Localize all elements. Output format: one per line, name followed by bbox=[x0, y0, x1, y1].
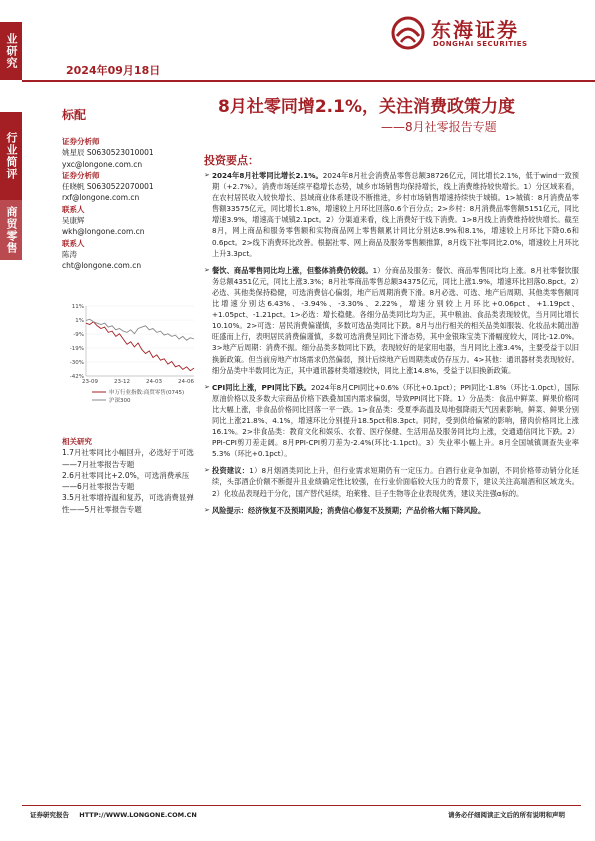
report-title: 8月社零同增2.1%，关注消费政策力度 bbox=[218, 97, 515, 117]
analyst-label: 联系人 bbox=[62, 204, 85, 214]
analyst-name: 吴康辉 bbox=[62, 216, 85, 226]
y-tick-label: -19% bbox=[69, 346, 84, 352]
main-content bbox=[204, 152, 579, 515]
series-line bbox=[86, 322, 194, 371]
key-point-paragraph bbox=[204, 170, 579, 259]
key-point-lead: 2024年8月社零同比增长2.1%。 bbox=[212, 171, 323, 180]
related-item[interactable]: 1.7月社零同比小幅回升，必选好于可选——7月社零报告专题 bbox=[62, 448, 194, 469]
legend-label: 沪深300 bbox=[109, 398, 131, 404]
header-divider bbox=[22, 80, 595, 82]
key-point-lead: 餐饮、商品零售同比均上涨，但整体消费仍较弱。 bbox=[212, 265, 373, 275]
key-point-text: 2024年8月社会消费品零售总额38726亿元，同比增长2.1%，低于wind一致预期（+2.7%）。消费市场延续平稳增长态势，城乡市场销售均保持增长，线上消费维持较快增长。1）分区域来看，在农村居民收入较快增长、县域商业体系建设不断推进，乡村市场销售增速持续快于城镇。1>城镇：8月消费品零售额33575亿元，同比增长1.8%，增速较上月环比回落0.6个百分点；2>乡村：8月消费品零售额5151亿元，同比增速3.9%，增速高于城镇2.1pct。2）分渠道来看，线上消费好于线下消费。1>8月线上消费维持较快增长。截至8月，网上商品和服务零售额和实物商品网上零售额累计同比分别达8.9%和8.1%，增速较上月环比下降0.6和0.6pct。2>线下消费环比改善。根据社零、网上商品及服务零售额推算，8月线下社零同比2.0%，增速较上月环比上升3.3pct。 bbox=[212, 171, 579, 258]
logo-text-cn: 东海证券 bbox=[431, 18, 519, 42]
analyst-email[interactable]: wkh@longone.com.cn bbox=[62, 227, 145, 237]
company-logo bbox=[391, 12, 567, 56]
analyst-name: 姚星辰 S0630523010001 bbox=[62, 148, 154, 158]
key-point-text: 1）8月烟酒类同比上升，但行业需求短期仍有一定压力。白酒行业竞争加剧，不同价格带动销分化延续，头部酒企价额不断提升且业绩确定性比较强，在行业价面临较大压力的背景下，建议关注高端酒和区域龙头。2）化妆品表现趋于分化，国产替代延续，珀莱雅、巨子生物等企业表现优秀，建议关注强α标的。 bbox=[212, 466, 579, 498]
footer-divider bbox=[22, 805, 581, 806]
related-research bbox=[62, 436, 198, 515]
x-tick-label: 23-09 bbox=[82, 379, 98, 385]
analyst-label: 联系人 bbox=[62, 238, 85, 248]
y-tick-label: -9% bbox=[73, 332, 84, 338]
x-tick-label: 24-06 bbox=[178, 379, 194, 385]
key-point-lead: CPI同比上涨，PPI同比下跌。 bbox=[212, 382, 312, 392]
analyst-email[interactable]: rxf@longone.com.cn bbox=[62, 193, 140, 203]
key-point-paragraph bbox=[204, 505, 579, 516]
key-point-text: 1）分商品及服务：餐饮、商品零售同比均上涨。8月社零餐饮服务总额4351亿元，同比上涨3.3%；8月社零商品零售总额34375亿元，同比上涨1.9%，增速环比回落0.8pct。2）必选、其他类保持稳健，可选消费信心偏弱，地产后周期消费下滑。8月必选、可选、地产后周期、其他类零售额同比增速分别达6.43%、-3.94%、-3.30%、2.22%，增速分别较上月环比+0.06pct、+1.19pct、+1.05pct、-1.21pct。1>必选：增长稳健。各细分品类同比均为正，其中粮油、食品类表现较优，当月同比增长10.10%。2>可选：居民消费偏谨慎，多数可选品类同比下跌。8月与出行相关的相关品类如服装、化妆品未随出游旺盛而上行，表明居民消费偏谨慎，多数可选消费呈同比下滑态势，其中金银珠宝类下滑幅度较大，同比-12.0%。3>地产后周期：消费不振。细分品类多数同比下跌，表现较好的是家用电器，当月同比上涨3.4%，主要受益于以旧换新政策。但当前房地产市场需求仍然偏弱，预计后续地产后周期类或仍存压力。4>其他：通讯器材类表现较好。细分品类中半数同比为正，其中通讯器材类增速较快，同比上涨14.8%，受益于以旧换新政策。 bbox=[212, 265, 579, 375]
y-tick-label: -42% bbox=[69, 374, 84, 380]
analyst-email[interactable]: yxc@longone.com.cn bbox=[62, 159, 143, 169]
footer-left bbox=[30, 810, 197, 819]
report-subtitle: ——8月社零报告专题 bbox=[381, 120, 497, 134]
bullet-icon: ➢ bbox=[204, 505, 210, 514]
industry-rating: 标配 bbox=[62, 108, 87, 122]
series-line bbox=[86, 319, 194, 340]
key-point-lead: 风险提示： bbox=[212, 505, 248, 515]
x-tick-label: 23-12 bbox=[114, 379, 130, 385]
analyst-label: 证券分析师 bbox=[62, 137, 100, 146]
bullet-icon: ➢ bbox=[204, 466, 210, 475]
bullet-icon: ➢ bbox=[204, 265, 210, 274]
footer-label: 证券研究报告 bbox=[30, 811, 69, 819]
logo-text-en: DONGHAI SECURITIES bbox=[433, 40, 528, 48]
legend-label: 申万行业指数:商贸零售(0745) bbox=[109, 390, 185, 396]
report-date: 2024年09月18日 bbox=[66, 64, 161, 77]
bullet-icon: ➢ bbox=[204, 171, 210, 179]
analyst-email[interactable]: cht@longone.com.cn bbox=[62, 261, 142, 271]
analyst-entry bbox=[62, 170, 198, 204]
key-point-text: 经济恢复不及预期风险；消费信心修复不及预期；产品价格大幅下降风险。 bbox=[247, 505, 486, 515]
logo-icon bbox=[391, 16, 425, 50]
analyst-name: 陈涛 bbox=[62, 249, 77, 259]
related-item[interactable]: 3.5月社零增持温和复苏，可选消费显弹性——5月社零报告专题 bbox=[62, 493, 194, 514]
performance-chart bbox=[62, 300, 198, 430]
footer-disclaimer: 请务必仔细阅读正文后的所有说明和声明 bbox=[448, 811, 565, 819]
analyst-label: 证券分析师 bbox=[62, 170, 100, 180]
side-tab-industry-brief: 行业简评 bbox=[0, 112, 22, 200]
analyst-name: 任晓帆 S0630522070001 bbox=[62, 182, 154, 192]
y-tick-label: 1% bbox=[75, 318, 84, 324]
analyst-entry bbox=[62, 136, 198, 170]
related-item[interactable]: 2.6月社零同比+2.0%，可选消费承压——6月社零报告专题 bbox=[62, 470, 190, 492]
analyst-list bbox=[62, 136, 198, 272]
key-point-paragraph bbox=[204, 265, 579, 376]
key-point-text: 2024年8月CPI同比+0.6%（环比+0.1pct）；PPI同比-1.8%（环比-1.0pct），国际原油价格以及多数大宗商品价格下跌叠加国内需求偏弱，导致PPI同比下降。1）分品类：食品中鲜菜、鲜果价格同比大幅上涨，非食品价格同比回落一平一跌。1>食品类：受夏季高温及局地强降雨天气因素影响，鲜菜、鲜果分别同比上涨21.8%、4.1%，增速环比分别提升18.5pct和8.3pct。同时，受到供给偏紧的影响，猪肉价格同比上涨16.1%。2>非食品类：教育文化和娱乐、衣着、医疗保健、生活用品及服务同比均上涨，交通通信同比下跌。2）PPI-CPI剪刀差走阔。8月PPI-CPI剪刀差为-2.4%(环比-1.1pct)。3）失业率小幅上升。8月全国城镇调查失业率5.3%（环比+0.1pct）。 bbox=[212, 382, 579, 459]
analyst-entry bbox=[62, 204, 198, 238]
side-tab-commerce-retail: 商贸零售 bbox=[0, 200, 22, 260]
y-tick-label: -30% bbox=[69, 360, 84, 366]
related-heading: 相关研究 bbox=[62, 437, 92, 446]
footer-url[interactable]: HTTP://WWW.LONGONE.COM.CN bbox=[79, 811, 197, 819]
section-title: 投资要点： bbox=[204, 154, 259, 167]
side-tab-industry-research: 业研究 bbox=[0, 22, 22, 80]
y-tick-label: 11% bbox=[71, 304, 84, 310]
x-tick-label: 24-03 bbox=[146, 379, 162, 385]
key-point-paragraph bbox=[204, 382, 579, 460]
key-point-paragraph bbox=[204, 465, 579, 498]
key-point-lead: 投资建议： bbox=[212, 466, 250, 476]
analyst-entry bbox=[62, 238, 198, 272]
key-points bbox=[204, 170, 579, 522]
bullet-icon: ➢ bbox=[204, 382, 210, 391]
